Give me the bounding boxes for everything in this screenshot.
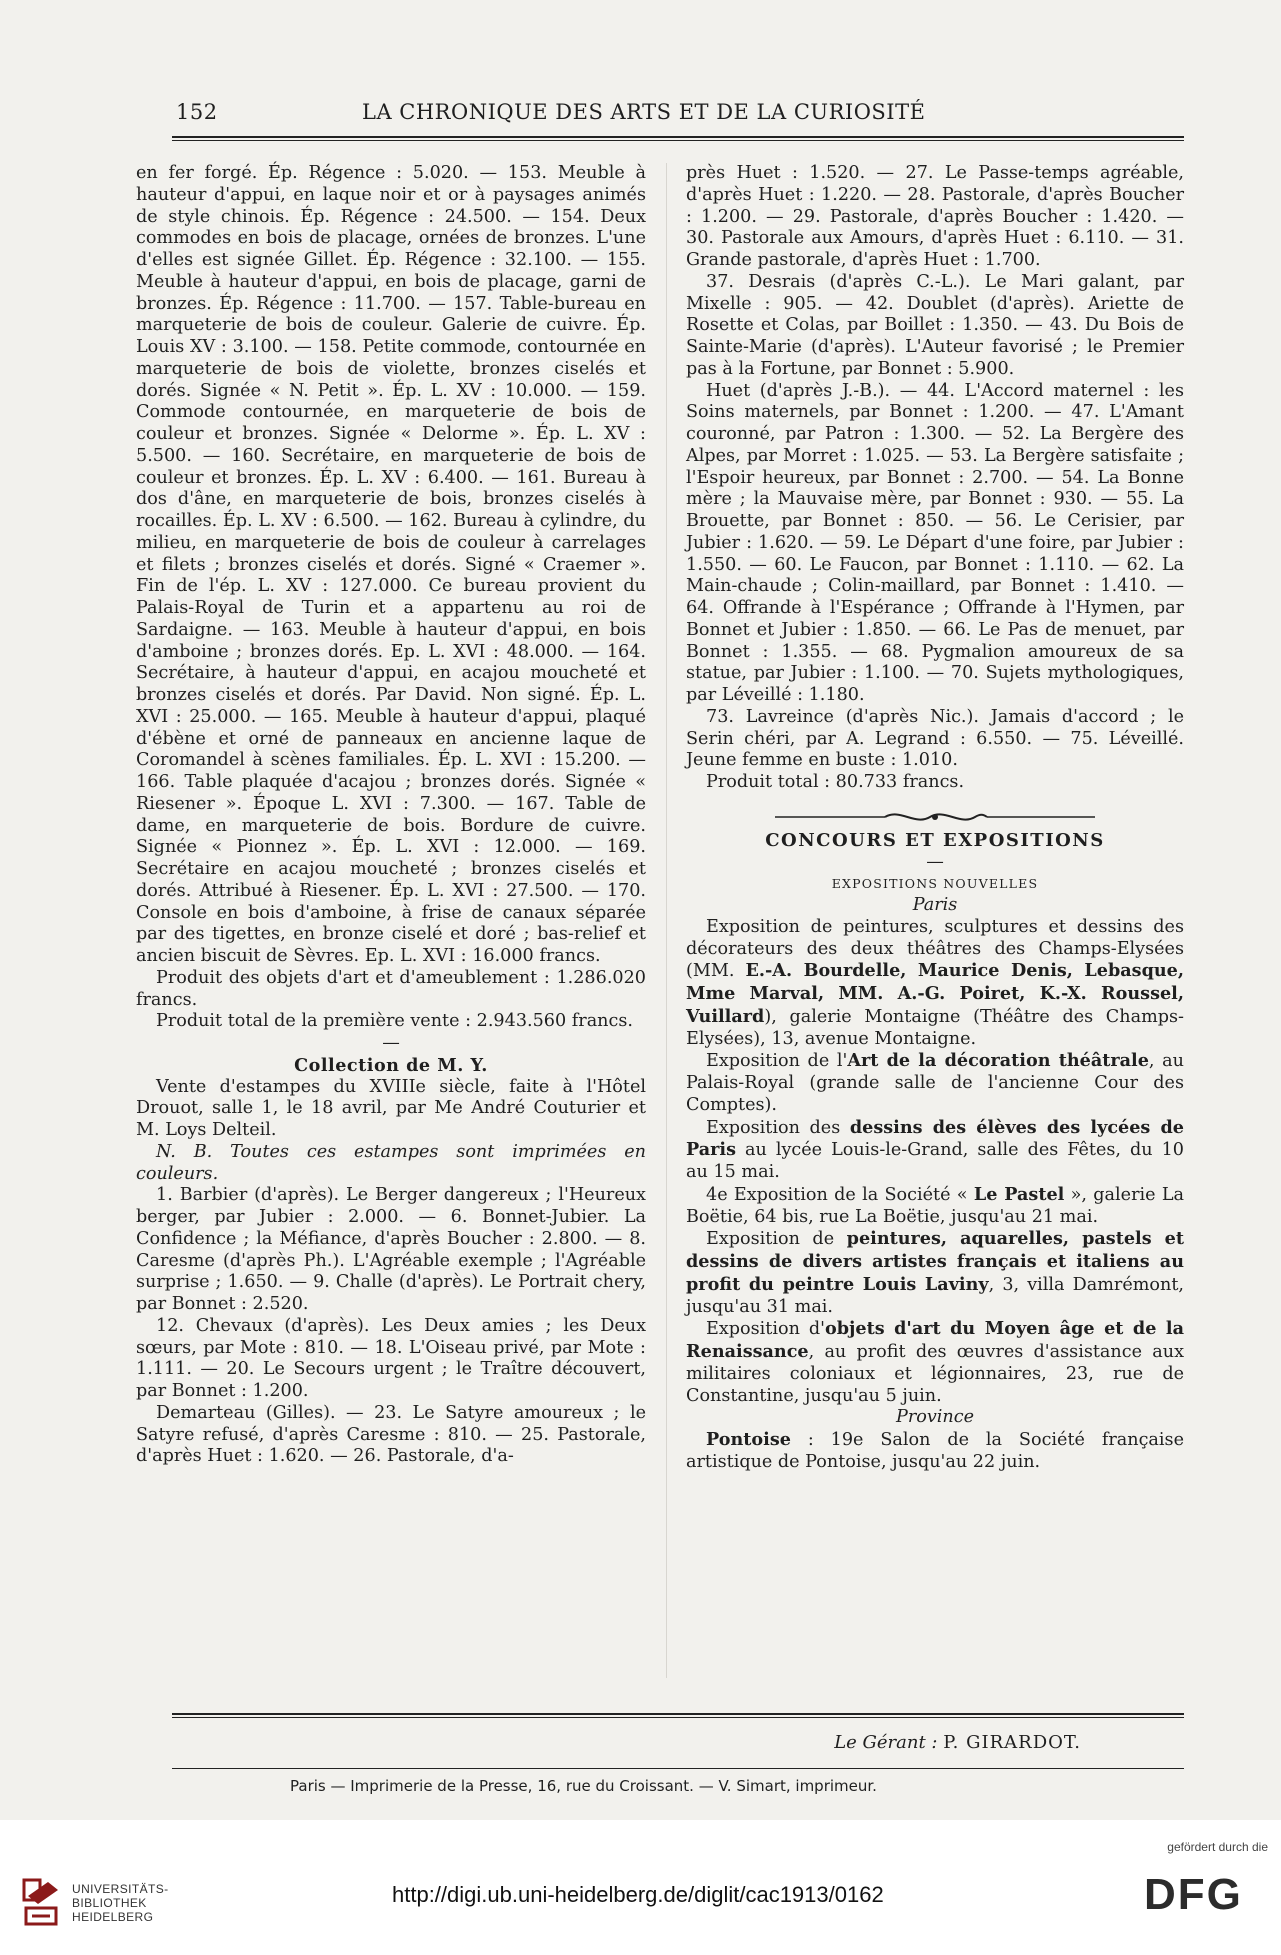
prints-lot-paragraph-1: 1. Barbier (d'après). Le Berger dangereux ; l'Heureux berger, par Jubier : 2.000. — 6. Bonnet-Jubier. La Confidence ; la Méfiance, d'après Boucher : 2.800. — 8. Caresme (d'après Ph.). L'Agréable exemple ; l'Agréable surprise ; 1.650. — 9. Challe (d'après). Le Portrait chery, par Bonnet : 2.520.: [136, 1185, 646, 1314]
ornament-divider: [775, 806, 1095, 828]
dfg-logo[interactable]: [1144, 1840, 1274, 1950]
page-header: [172, 96, 1184, 130]
library-emblem-icon: [18, 1876, 64, 1928]
exhibition-entry-3: Exposition des dessins des élèves des lycées de Paris au lycée Louis-le-Grand, salle des Fêtes, du 10 au 15 mai.: [686, 1116, 1184, 1182]
exhibition-entry-2: Exposition de l'Art de la décoration théâtrale, au Palais-Royal (grande salle de l'ancienne Cour des Comptes).: [686, 1050, 1184, 1115]
funded-by-text: gefördert durch die: [1167, 1840, 1268, 1854]
prints-lot-paragraph-3: Demarteau (Gilles). — 23. Le Satyre amoureux ; le Satyre refusé, d'après Caresme : 810. — 25. Pastorale, d'après Huet : 1.620. — 26. Pastorale, d'a-: [136, 1402, 646, 1467]
prints-continued-paragraph: près Huet : 1.520. — 27. Le Passe-temps agréable, d'après Huet : 1.220. — 28. Pastorale, d'après Boucher : 1.200. — 29. Pastorale, d'après Boucher : 1.420. — 30. Pastorale aux Amours, d'après Huet : 6.110. — 31. Grande pastorale, d'après Huet : 1.700.: [686, 163, 1184, 270]
university-library-logo[interactable]: [18, 1876, 188, 1936]
ornament-flourish-icon: [775, 806, 1095, 828]
subsection-heading: EXPOSITIONS NOUVELLES: [831, 876, 1039, 892]
collection-heading: Collection de M. Y.: [294, 1054, 488, 1076]
dfg-wordmark: DFG: [1144, 1870, 1243, 1919]
exhibition-entry-4: 4e Exposition de la Société « Le Pastel », galerie La Boëtie, 64 bis, rue La Boëtie, jusqu'au 21 mai.: [686, 1183, 1185, 1227]
column-divider: [666, 163, 667, 1678]
product-total-paragraph: Produit total de la première vente : 2.943.560 francs.: [156, 1011, 633, 1032]
product-furniture-paragraph: Produit des objets d'art et d'ameublement : 1.286.020 francs.: [136, 967, 646, 1010]
place-paris: Paris: [912, 895, 958, 915]
page-number: 152: [176, 100, 218, 124]
exhibition-entry-5: Exposition de peintures, aquarelles, pastels et dessins de divers artistes français et italiens au profit du peintre Louis Laviny, 3, villa Damrémont, jusqu'au 31 mai.: [686, 1228, 1185, 1317]
header-rule-thin: [172, 140, 1184, 141]
digitization-footer: [0, 1820, 1281, 1955]
header-rule: [172, 136, 1184, 138]
section-heading: CONCOURS ET EXPOSITIONS: [765, 829, 1105, 851]
journal-title: LA CHRONIQUE DES ARTS ET DE LA CURIOSITÉ: [362, 100, 926, 124]
sale-intro-paragraph: Vente d'estampes du XVIIIe siècle, faite à l'Hôtel Drouot, salle 1, le 18 avril, par Me André Couturier et M. Loys Delteil.: [136, 1076, 646, 1140]
prints-lot-paragraph-6: 73. Lavreince (d'après Nic.). Jamais d'accord ; le Serin chéri, par A. Legrand : 6.550. — 75. Léveillé. Jeune femme en buste : 1.010.: [686, 706, 1184, 771]
prints-lot-paragraph-5: Huet (d'après J.-B.). — 44. L'Accord maternel : les Soins maternels, par Bonnet : 1.200. — 47. L'Amant couronné, par Patron : 1.300. — 52. La Bergère des Alpes, par Morret : 1.025. — 53. La Bergère satisfaite ; l'Espoir heureux, par Bonnet : 2.700. — 54. La Bonne mère ; la Mauvaise mère, par Bonnet : 930. — 55. La Brouette, par Bonnet : 850. — 56. Le Cerisier, par Jubier : 1.620. — 59. Le Départ d'une foire, par Jubier : 1.550. — 60. Le Faucon, par Bonnet : 1.110. — 62. La Main-chaude ; Colin-maillard, par Bonnet : 1.410. — 64. Offrande à l'Espérance ; Offrande à l'Hymen, par Bonnet et Jubier : 1.850. — 66. Le Pas de menuet, par Bonnet : 1.355. — 68. Pygmalion amoureux de sa statue, par Jubier : 1.100. — 70. Sujets mythologiques, par Léveillé : 1.180.: [686, 380, 1184, 705]
right-column: [686, 163, 1184, 1474]
bottom-rule: [172, 1713, 1184, 1715]
exhibition-entry-1: Exposition de peintures, sculptures et dessins des décorateurs des deux théâtres des Champs-Elysées (MM. E.-A. Bourdelle, Maurice Denis, Lebasque, Mme Marval, MM. A.-G. Poiret, K.-X. Roussel, Vuillard), galerie Montaigne (Théâtre des Champs-Elysées), 13, avenue Montaigne.: [686, 916, 1184, 1049]
left-column: [136, 163, 646, 1468]
permalink-url[interactable]: http://digi.ub.uni-heidelberg.de/diglit/cac1913/0162: [392, 1882, 884, 1907]
separator-dash: —: [382, 1033, 400, 1053]
bottom-rule-thin: [172, 1717, 1184, 1718]
sale-lots-paragraph: en fer forgé. Ép. Régence : 5.020. — 153. Meuble à hauteur d'appui, en laque noir et or à paysages animés de style chinois. Ép. Régence : 24.500. — 154. Deux commodes en bois de placage, ornées de bronzes. L'une d'elles est signée Gillet. Ép. Régence : 32.100. — 155. Meuble à hauteur d'appui, en bois de placage, garni de bronzes. Ép. Régence : 11.700. — 157. Table-bureau en marqueterie de bois de couleur. Galerie de cuivre. Ép. Louis XV : 3.100. — 158. Petite commode, contournée en marqueterie de bois de violette, bronzes ciselés et dorés. Signée « N. Petit ». Ép. L. XV : 10.000. — 159. Commode contournée, en marqueterie de bois de couleur et bronzes. Signée « Delorme ». Ép. L. XV : 5.500. — 160. Secrétaire, en marqueterie de bois de couleur et bronzes. Ép. L. XV : 6.400. — 161. Bureau à dos d'âne, en marqueterie de bois, bronzes ciselés à rocailles. Ép. L. XV : 6.500. — 162. Bureau à cylindre, du milieu, en marqueterie de bois de couleur à carrelages et filets ; bronzes ciselés et dorés. Signé « Craemer ». Fin de l'ép. L. XV : 127.000. Ce bureau provient du Palais-Royal de Turin et a appartenu au roi de Sardaigne. — 163. Meuble à hauteur d'appui, en bois d'amboine ; bronzes dorés. Ep. L. XVI : 48.000. — 164. Secrétaire, à hauteur d'appui, en acajou moucheté et bronzes ciselés et dorés. Par David. Non signé. Ép. L. XVI : 25.000. — 165. Meuble à hauteur d'appui, plaqué d'ébène et orné de panneaux en ancienne laque de Coromandel à scènes familiales. Ép. L. XVI : 15.200. — 166. Table plaquée d'acajou ; bronzes dorés. Signée « Riesener ». Époque L. XVI : 7.300. — 167. Table de dame, en marqueterie de bois. Bordure de cuivre. Signée « Pionnez ». Ép. L. XVI : 12.000. — 169. Secrétaire en acajou moucheté ; bronzes ciselés et dorés. Attribué à Riesener. Ép. L. XVI : 27.500. — 170. Console en bois d'amboine, à frise de canaux séparée par des tigettes, en bronze ciselé et doré ; bas-relief et ancien biscuit de Sèvres. Ep. L. XVI : 16.000 francs.: [136, 163, 646, 966]
place-province: Province: [895, 1407, 974, 1428]
library-name: UNIVERSITÄTS- BIBLIOTHEK HEIDELBERG: [72, 1882, 169, 1924]
prints-lot-paragraph-2: 12. Chevaux (d'après). Les Deux amies ; les Deux sœurs, par Mote : 810. — 18. L'Oiseau privé, par Mote : 1.111. — 20. Le Secours urgent ; le Traître découvert, par Bonnet : 1.200.: [136, 1315, 646, 1401]
nota-bene: N. B. Toutes ces estampes sont imprimées en couleurs.: [136, 1141, 646, 1184]
imprint-rule: [172, 1768, 1184, 1769]
exhibition-entry-7: Pontoise : 19e Salon de la Société française artistique de Pontoise, jusqu'au 22 juin.: [686, 1429, 1184, 1472]
printer-imprint: Paris — Imprimerie de la Presse, 16, rue du Croissant. — V. Simart, imprimeur.: [290, 1777, 877, 1795]
prints-lot-paragraph-4: 37. Desrais (d'après C.-L.). Le Mari galant, par Mixelle : 905. — 42. Doublet (d'après). Ariette de Rosette et Colas, par Boillet : 1.350. — 43. Du Bois de Sainte-Marie (d'après). L'Auteur favorisé ; le Premier pas à la Fortune, par Bonnet : 5.900.: [686, 271, 1184, 379]
exhibition-entry-6: Exposition d'objets d'art du Moyen âge et de la Renaissance, au profit des œuvres d'assistance aux militaires coloniaux et légionnaires, 23, rue de Constantine, jusqu'au 5 juin.: [686, 1318, 1185, 1406]
prints-product-total: Produit total : 80.733 francs.: [706, 772, 965, 792]
gerant-line: Le Gérant : P. GIRARDOT.: [834, 1732, 1081, 1753]
section-dash: —: [926, 851, 944, 872]
